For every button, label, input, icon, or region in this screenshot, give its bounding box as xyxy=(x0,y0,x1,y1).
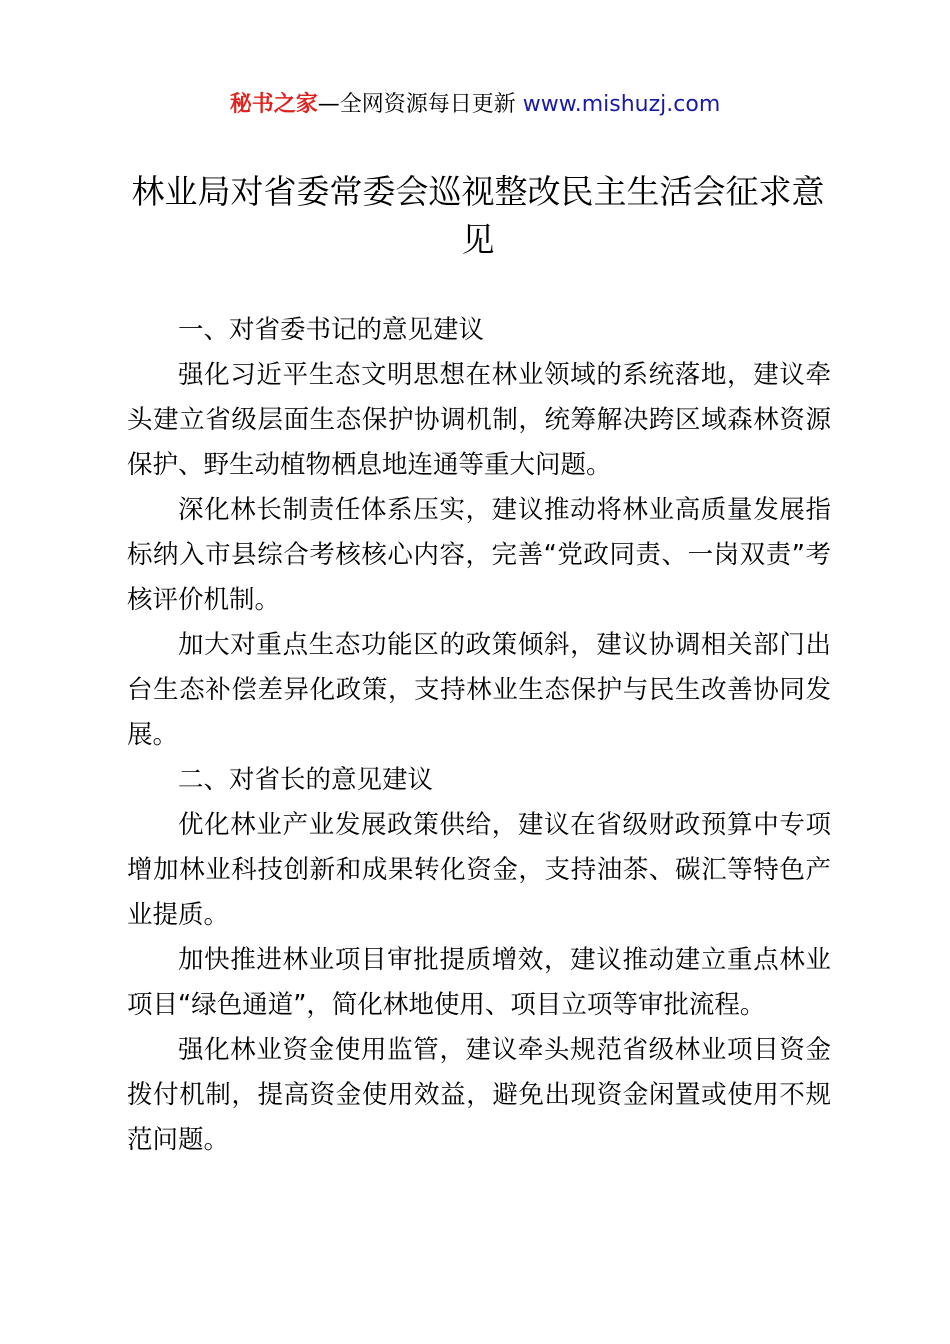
site-url-link[interactable]: www.mishuzj.com xyxy=(522,92,721,117)
document-body xyxy=(127,308,831,1163)
section-heading-1: 一、对省委书记的意见建议 xyxy=(178,315,485,345)
section-1-paragraph-1: 强化习近平生态文明思想在林业领域的系统落地，建议牵头建立省级层面生态保护协调机制，统筹解决跨区域森林资源保护、野生动植物栖息地连通等重大问题。 xyxy=(127,360,831,480)
section-2-paragraph-3: 强化林业资金使用监管，建议牵头规范省级林业项目资金拨付机制，提高资金使用效益，避免出现资金闲置或使用不规范问题。 xyxy=(127,1035,831,1155)
document-title: 林业局对省委常委会巡视整改民主生活会征求意见 xyxy=(131,172,825,259)
brand-name: 秘书之家 xyxy=(229,92,318,117)
site-header xyxy=(0,88,950,122)
section-heading-2: 二、对省长的意见建议 xyxy=(178,765,434,795)
header-slogan: —全网资源每日更新 xyxy=(317,92,516,117)
section-1-paragraph-2: 深化林长制责任体系压实，建议推动将林业高质量发展指标纳入市县综合考核核心内容，完善“党政同责、一岗双责”考核评价机制。 xyxy=(127,495,831,615)
section-2-paragraph-2: 加快推进林业项目审批提质增效，建议推动建立重点林业项目“绿色通道”，简化林地使用、项目立项等审批流程。 xyxy=(127,945,831,1020)
section-2-paragraph-1: 优化林业产业发展政策供给，建议在省级财政预算中专项增加林业科技创新和成果转化资金，支持油茶、碳汇等特色产业提质。 xyxy=(127,810,831,930)
section-1-paragraph-3: 加大对重点生态功能区的政策倾斜，建议协调相关部门出台生态补偿差异化政策，支持林业生态保护与民生改善协同发展。 xyxy=(127,630,831,750)
